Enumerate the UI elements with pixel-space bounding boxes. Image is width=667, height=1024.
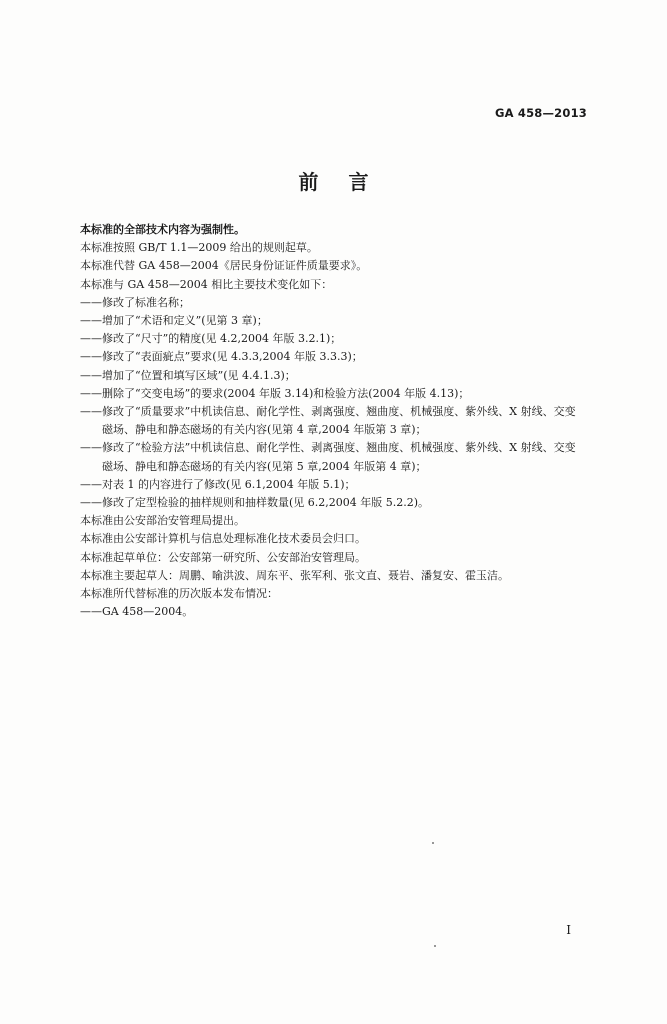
change-item: ——增加了“术语和定义”(见第 3 章)； xyxy=(80,314,268,328)
preface-body xyxy=(80,221,595,621)
preface-line: 本标准的全部技术内容为强制性。 xyxy=(80,223,245,236)
preface-line: 本标准主要起草人：周鹏、喻洪波、周东平、张军利、张文直、聂岩、潘复安、霍玉洁。 xyxy=(80,568,509,582)
change-item: ——删除了“交变电场”的要求(2004 年版 3.14)和检验方法(2004 年版 4.13)； xyxy=(80,386,470,400)
change-item: ——修改了“表面疵点”要求(见 4.3.3,2004 年版 3.3.3)； xyxy=(80,350,363,364)
preface-line: 本标准由公安部计算机与信息处理标准化技术委员会归口。 xyxy=(80,532,366,546)
preface-line: 本标准代替 GA 458—2004《居民身份证证件质量要求》。 xyxy=(80,259,368,273)
preface-line: 本标准按照 GB/T 1.1—2009 给出的规则起草。 xyxy=(80,241,318,255)
change-item: ——修改了“检验方法”中机读信息、耐化学性、剥离强度、翘曲度、机械强度、紫外线、X 射线、交变 xyxy=(80,441,576,455)
change-item: ——增加了“位置和填写区域”(见 4.4.1.3)； xyxy=(80,368,296,382)
page-number: I xyxy=(566,923,571,937)
change-item-continuation: 磁场、静电和静态磁场的有关内容(见第 5 章,2004 年版第 4 章)； xyxy=(102,459,427,473)
change-item-continuation: 磁场、静电和静态磁场的有关内容(见第 4 章,2004 年版第 3 章)； xyxy=(102,423,427,437)
preface-line: 本标准与 GA 458—2004 相比主要技术变化如下： xyxy=(80,277,333,291)
preface-line: 本标准由公安部治安管理局提出。 xyxy=(80,514,245,528)
scan-speck xyxy=(432,842,434,844)
change-item: ——修改了定型检验的抽样规则和抽样数量(见 6.2,2004 年版 5.2.2)。 xyxy=(80,496,430,510)
standard-code: GA 458—2013 xyxy=(494,106,587,120)
page-title: 前言 xyxy=(298,170,399,194)
change-item: ——修改了标准名称； xyxy=(80,295,190,309)
preface-line: 本标准所代替标准的历次版本发布情况： xyxy=(80,587,278,601)
change-item: ——修改了“质量要求”中机读信息、耐化学性、剥离强度、翘曲度、机械强度、紫外线、X 射线、交变 xyxy=(80,405,576,419)
change-item: ——GA 458—2004。 xyxy=(80,605,194,619)
scan-speck xyxy=(434,945,436,947)
change-item: ——修改了“尺寸”的精度(见 4.2,2004 年版 3.2.1)； xyxy=(80,332,342,346)
change-item: ——对表 1 的内容进行了修改(见 6.1,2004 年版 5.1)； xyxy=(80,477,356,491)
preface-line: 本标准起草单位：公安部第一研究所、公安部治安管理局。 xyxy=(80,550,366,564)
